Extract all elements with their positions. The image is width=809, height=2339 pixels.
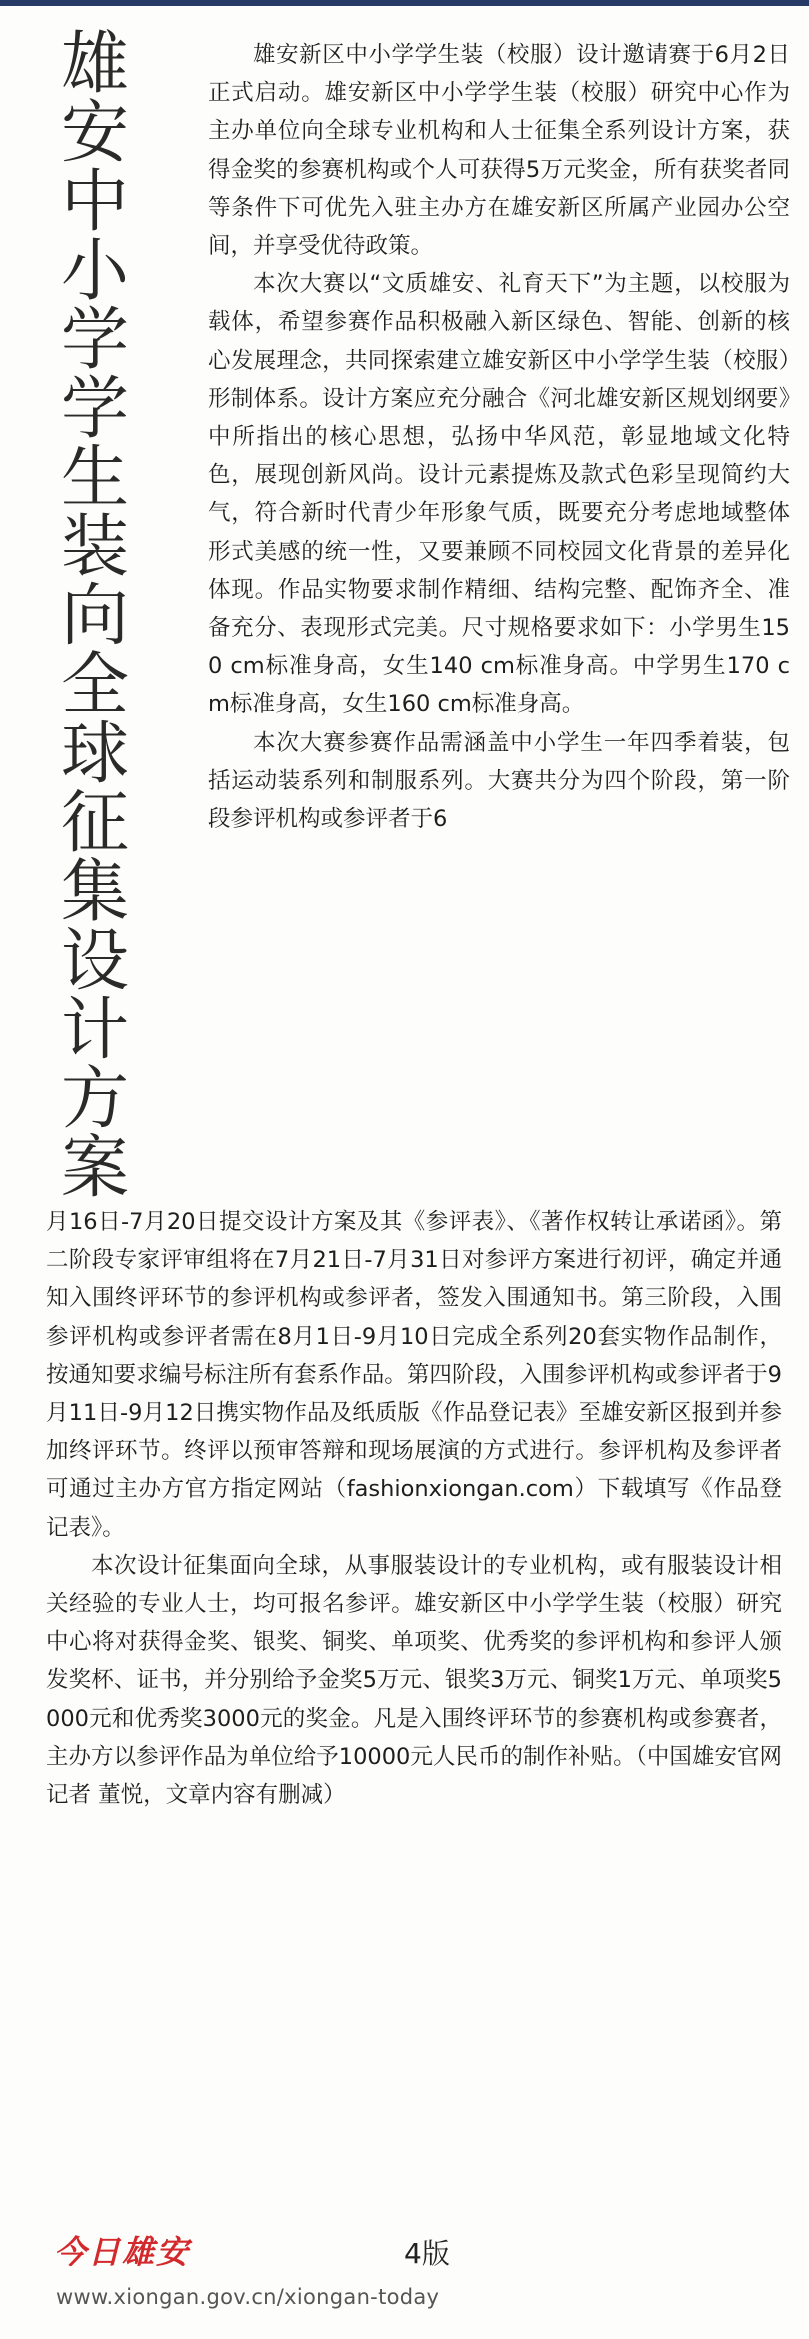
paragraph-2: 本次大赛以“文质雄安、礼育天下”为主题，以校服为载体，希望参赛作品积极融入新区绿色、智能、创新的核心发展理念，共同探索建立雄安新区中小学学生装（校服）形制体系。设计方案应充分融合《河北雄安新区规划纲要》中所指出的核心思想，弘扬中华风范，彰显地域文化特色，展现创新风尚。设计元素提炼及款式色彩呈现简约大气，符合新时代青少年形象气质，既要充分考虑地域整体形式美感的统一性，又要兼顾不同校园文化背景的差异化体现。作品实物要求制作精细、结构完整、配饰齐全、准备充分、表现形式完美。尺寸规格要求如下：小学男生150 cm标准身高，女生140 cm标准身高。中学男生170 cm标准身高，女生160 cm标准身高。: [208, 271, 790, 718]
article-column-text: [208, 36, 790, 838]
newspaper-logo: 今日雄安: [54, 2233, 191, 2271]
paragraph-1: 雄安新区中小学学生装（校服）设计邀请赛于6月2日正式启动。雄安新区中小学学生装（校服）研究中心作为主办单位向全球专业机构和人士征集全系列设计方案，获得金奖的参赛机构或个人可获得5万元奖金，所有获奖者同等条件下可优先入驻主办方在雄安新区所属产业园办公空间，并享受优待政策。: [208, 42, 790, 260]
top-accent-bar: [0, 0, 809, 6]
paragraph-3-start: 本次大赛参赛作品需涵盖中小学生一年四季着装，包括运动装系列和制服系列。大赛共分为四个阶段，第一阶段参评机构或参评者于6: [208, 729, 790, 833]
paragraph-3-continued: 月16日-7月20日提交设计方案及其《参评表》、《著作权转让承诺函》。第二阶段专家评审组将在7月21日-7月31日对参评方案进行初评，确定并通知入围终评环节的参评机构或参评者，签发入围通知书。第三阶段，入围参评机构或参评者需在8月1日-9月10日完成全系列20套实物作品制作，按通知要求编号标注所有套系作品。第四阶段，入围参评机构或参评者于9月11日-9月12日携实物作品及纸质版《作品登记表》至雄安新区报到并参加终评环节。终评以预审答辩和现场展演的方式进行。参评机构及参评者可通过主办方官方指定网站（fashionxiongan.com）下载填写《作品登记表》。: [46, 1209, 782, 1541]
footer-url: www.xiongan.gov.cn/xiongan-today: [56, 2285, 440, 2309]
article-title: 雄安中小学学生装向全球征集设计方案: [60, 25, 129, 1208]
article-full-width-text: [46, 1203, 782, 1814]
page-number: 4版: [404, 2237, 450, 2270]
paragraph-4: 本次设计征集面向全球，从事服装设计的专业机构，或有服装设计相关经验的专业人士，均可报名参评。雄安新区中小学学生装（校服）研究中心将对获得金奖、银奖、铜奖、单项奖、优秀奖的参评机构和参评人颁发奖杯、证书，并分别给予金奖5万元、银奖3万元、铜奖1万元、单项奖5000元和优秀奖3000元的奖金。凡是入围终评环节的参赛机构或参赛者，主办方以参评作品为单位给予10000元人民币的制作补贴。（中国雄安官网记者 董悦，文章内容有删减）: [46, 1552, 782, 1809]
